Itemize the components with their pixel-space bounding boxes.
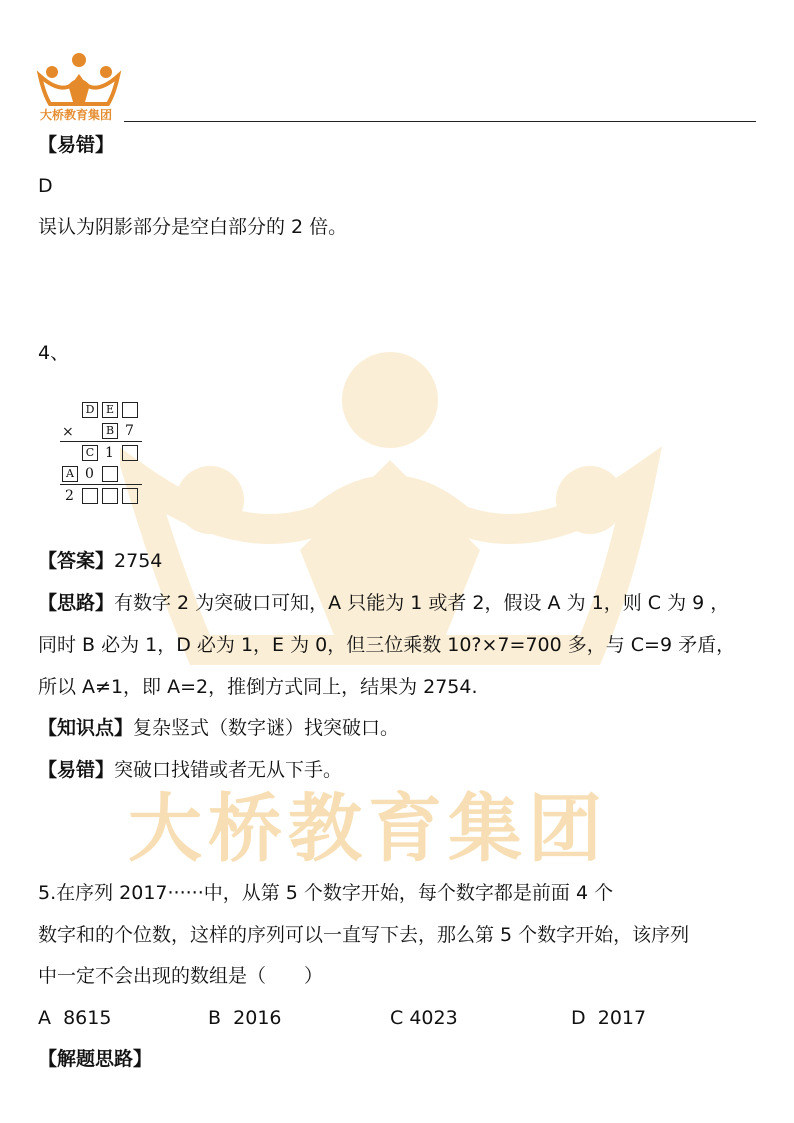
q5-option-b xyxy=(208,1005,282,1031)
puzzle-digit-0: 0 xyxy=(85,466,94,482)
puzzle-times-sign: × xyxy=(62,424,74,440)
q5-line-2: 数字和的个位数，这样的序列可以一直写下去，那么第 5 个数字开始，该序列 xyxy=(38,924,690,946)
zhishi-text: 复杂竖式（数字谜）找突破口。 xyxy=(133,717,400,739)
q4-silu-row-1 xyxy=(38,590,729,616)
puzzle-empty-box xyxy=(102,488,118,504)
option-letter: A xyxy=(38,1007,51,1029)
puzzle-rule-2 xyxy=(60,484,142,485)
q4-answer-row xyxy=(38,548,162,574)
header-divider xyxy=(124,121,756,122)
silu-line-2: 同时 B 必为 1，D 必为 1，E 为 0，但三位乘数 10?×7=700 多，与 C=9 矛盾， xyxy=(38,634,736,656)
option-letter: B xyxy=(208,1007,222,1029)
q5-option-c xyxy=(390,1005,458,1031)
yicuo-label: 【易错】 xyxy=(38,759,115,781)
puzzle-empty-box xyxy=(122,488,138,504)
puzzle-digit-2: 2 xyxy=(65,488,74,504)
silu-line-1: 有数字 2 为突破口可知，A 只能为 1 或者 2，假设 A 为 1，则 C 为 9 ， xyxy=(114,592,730,614)
q5-option-d xyxy=(571,1005,646,1031)
logo-text: 大桥教育集团 xyxy=(40,108,113,122)
q5-line-1: 5.在序列 2017······中，从第 5 个数字开始，每个数字都是前面 4 个 xyxy=(38,882,614,904)
prev-explanation: 误认为阴影部分是空白部分的 2 倍。 xyxy=(38,216,348,238)
question-4-number: 4、 xyxy=(38,342,70,364)
puzzle-rule-1 xyxy=(60,441,142,442)
puzzle-empty-box xyxy=(102,466,118,482)
vertical-multiplication-puzzle xyxy=(60,398,150,510)
puzzle-box-c: C xyxy=(82,445,98,461)
q4-zhishi-row xyxy=(38,715,399,741)
option-value: 2017 xyxy=(597,1007,647,1029)
q5-line-3: 中一定不会出现的数组是（ ） xyxy=(38,965,324,987)
q4-yicuo-row xyxy=(38,757,342,783)
yicuo-text: 突破口找错或者无从下手。 xyxy=(114,759,343,781)
answer-value: 2754 xyxy=(114,550,163,572)
watermark-text: 大桥教育集团 xyxy=(128,786,608,872)
puzzle-empty-box xyxy=(82,488,98,504)
puzzle-box-d: D xyxy=(82,402,98,418)
zhishi-label: 【知识点】 xyxy=(38,717,134,739)
silu-label: 【思路】 xyxy=(38,592,115,614)
option-letter: D xyxy=(571,1007,586,1029)
yicuo-label-prev: 【易错】 xyxy=(38,134,115,156)
puzzle-box-e: E xyxy=(102,402,118,418)
puzzle-empty-box xyxy=(122,445,138,461)
option-value: 4023 xyxy=(409,1007,458,1029)
puzzle-digit-1: 1 xyxy=(105,445,114,461)
silu-line-3: 所以 A≠1，即 A=2，推倒方式同上，结果为 2754. xyxy=(38,676,478,698)
option-letter: C xyxy=(390,1007,404,1029)
puzzle-empty-box xyxy=(122,402,138,418)
puzzle-digit-7: 7 xyxy=(125,423,134,439)
prev-answer: D xyxy=(38,175,53,197)
puzzle-box-b: B xyxy=(102,423,118,439)
answer-label: 【答案】 xyxy=(38,550,115,572)
jieti-label: 【解题思路】 xyxy=(38,1048,153,1070)
q5-option-a xyxy=(38,1005,111,1031)
puzzle-box-a: A xyxy=(62,466,78,482)
option-value: 2016 xyxy=(233,1007,282,1029)
option-value: 8615 xyxy=(63,1007,112,1029)
